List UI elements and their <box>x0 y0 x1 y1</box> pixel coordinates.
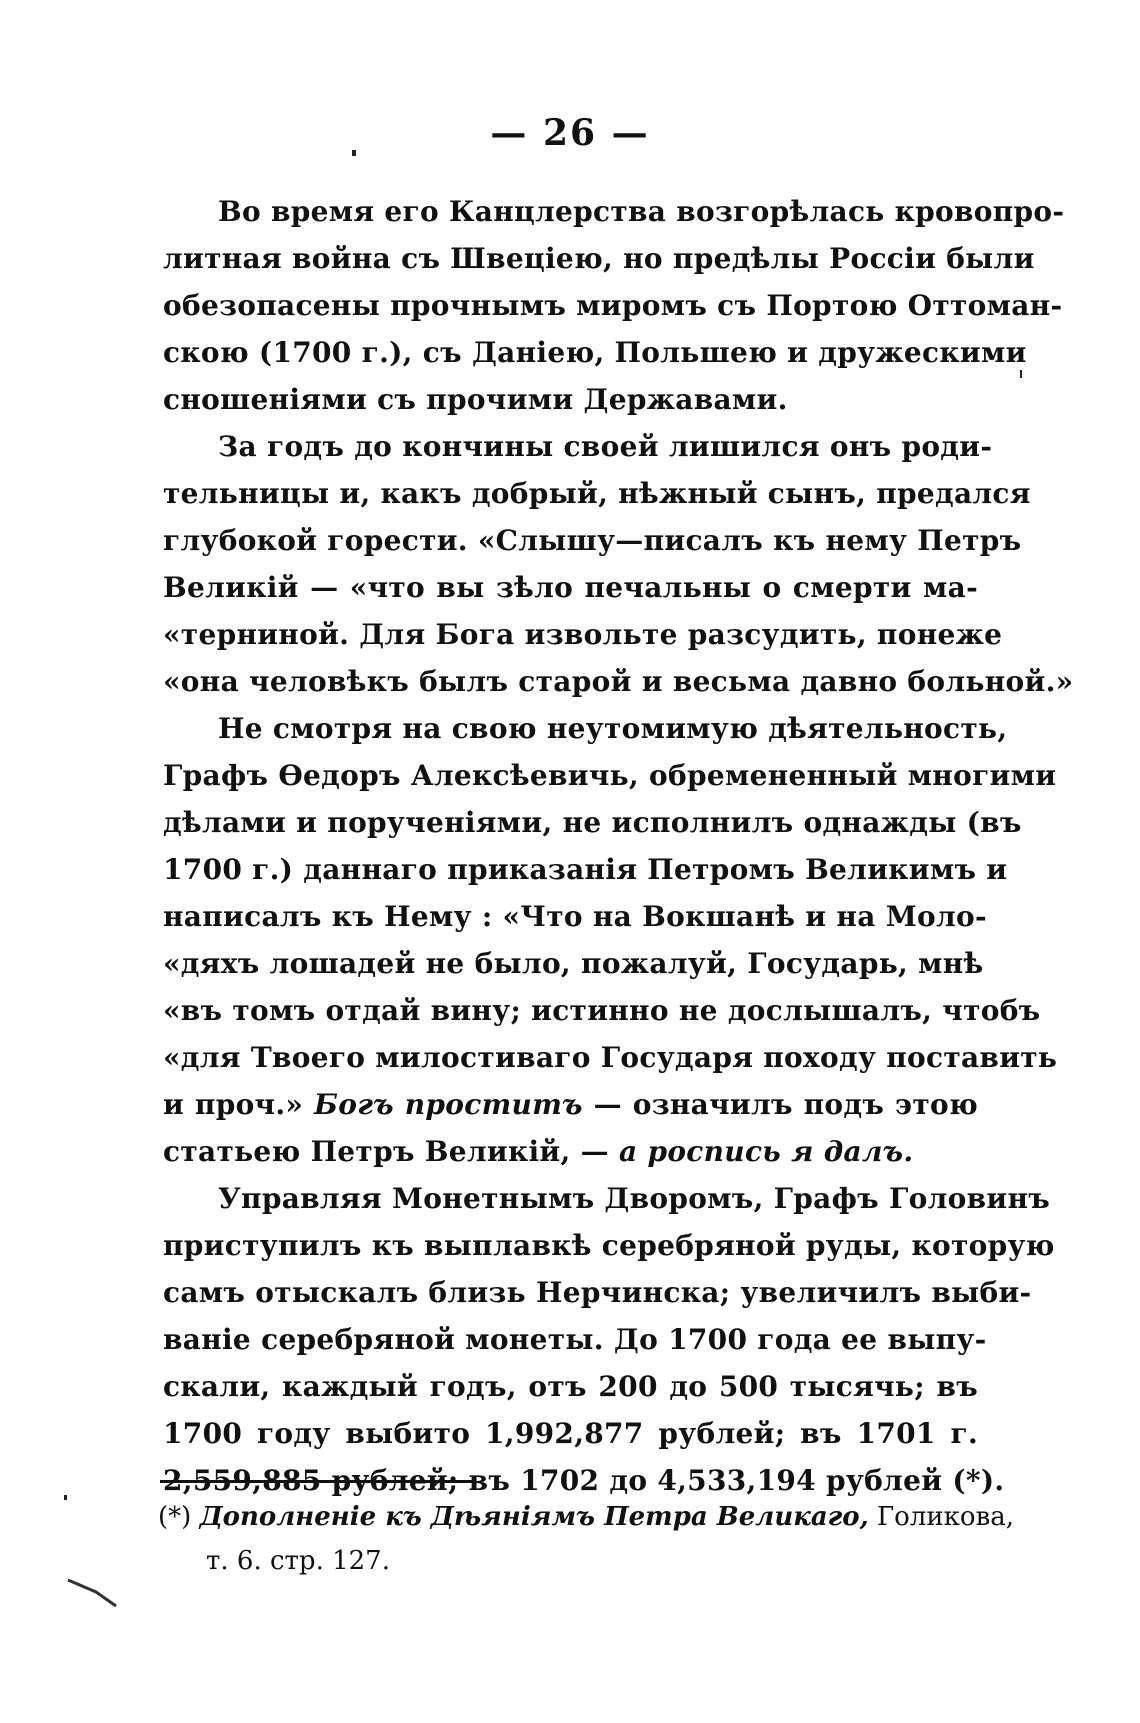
footnote-mark: (*) <box>158 1502 192 1532</box>
text-fragment: и проч.» <box>163 1088 304 1121</box>
italic-phrase: Богъ проститъ <box>314 1088 583 1121</box>
text-line: 1700 году выбито 1,992,877 рублей; въ 1701 г. <box>163 1417 978 1450</box>
text-line: Во время его Канцлерства возгорѣлась кровопро- <box>218 195 1065 228</box>
scan-speck <box>1020 370 1022 378</box>
footnote-divider <box>160 1480 472 1483</box>
text-line: глубокой горести. «Слышу—писалъ къ нему Петръ <box>163 524 1022 557</box>
text-line: «для Твоего милостиваго Государя походу поставить <box>163 1041 1058 1074</box>
text-line: Не смотря на свою неутомимую дѣятельность, <box>218 712 1008 745</box>
text-line: Графъ Өедоръ Алексѣевичь, обремененный многими <box>163 759 1057 792</box>
paragraph-2 <box>163 423 1074 705</box>
paragraph-1 <box>163 188 1065 423</box>
text-fragment: статьею Петръ Великiй, — <box>163 1135 609 1168</box>
text-line: обезопасены прочнымъ миромъ съ Портою Оттоман- <box>163 289 1063 322</box>
text-line: «терниной. Для Бога извольте разсудить, понеже <box>163 618 1003 651</box>
text-line <box>163 1081 978 1128</box>
paragraph-4 <box>163 1175 1055 1504</box>
footnote-source-title: Дополненiе къ Дѣянiямъ Петра Великаго, <box>199 1502 869 1532</box>
text-line: 2,559,885 рублей; въ 1702 до 4,533,194 рублей (*). <box>163 1464 1005 1497</box>
text-line: «она человѣкъ былъ старой и весьма давно больной.» <box>163 665 1074 698</box>
page-number: — 26 — <box>490 112 650 154</box>
footnote-line: т. 6. стр. 127. <box>206 1546 390 1576</box>
text-line: написалъ къ Нему : «Что на Вокшанѣ и на Моло- <box>163 900 987 933</box>
text-fragment: — означилъ подъ этою <box>593 1088 978 1121</box>
text-line: сношенiями съ прочими Державами. <box>163 383 788 416</box>
text-line: дѣлами и порученiями, не исполнилъ однажды (въ <box>163 806 1022 839</box>
text-line: ванiе серебряной монеты. До 1700 года ее выпу- <box>163 1323 987 1356</box>
text-line: литная война съ Швецiею, но предѣлы Россiи были <box>163 242 1035 275</box>
footnote-author: Голикова, <box>876 1502 1014 1532</box>
text-line: «дяхъ лошадей не было, пожалуй, Государь, мнѣ <box>163 947 984 980</box>
text-line: За годъ до кончины своей лишился онъ роди- <box>218 430 993 463</box>
footnote <box>158 1495 1014 1583</box>
text-line: 1700 г.) даннаго приказанiя Петромъ Великимъ и <box>163 853 1008 886</box>
footnote-line <box>158 1495 1014 1539</box>
scan-speck <box>352 150 356 156</box>
paragraph-3 <box>163 705 1058 1175</box>
text-line: скали, каждый годъ, отъ 200 до 500 тысячь; въ <box>163 1370 978 1403</box>
italic-phrase: а роспись я далъ. <box>618 1135 914 1168</box>
text-line: самъ отыскалъ близь Нерчинска; увеличилъ выби- <box>163 1276 1032 1309</box>
text-line: «въ томъ отдай вину; истинно не дослышалъ, чтобъ <box>163 994 1041 1027</box>
body-text <box>163 188 1074 1504</box>
scan-speck <box>64 1495 67 1500</box>
text-line: Великiй — «что вы зѣло печальны о смерти ма- <box>163 571 978 604</box>
scan-scratch <box>66 1578 126 1612</box>
text-line: приступилъ къ выплавкѣ серебряной руды, которую <box>163 1229 1055 1262</box>
text-line <box>163 1128 978 1175</box>
text-line: Управляя Монетнымъ Дворомъ, Графъ Головинъ <box>218 1182 1051 1215</box>
text-line: тельницы и, какъ добрый, нѣжный сынъ, предался <box>163 477 1031 510</box>
text-line: скою (1700 г.), съ Данiею, Польшею и дружескими <box>163 336 1027 369</box>
